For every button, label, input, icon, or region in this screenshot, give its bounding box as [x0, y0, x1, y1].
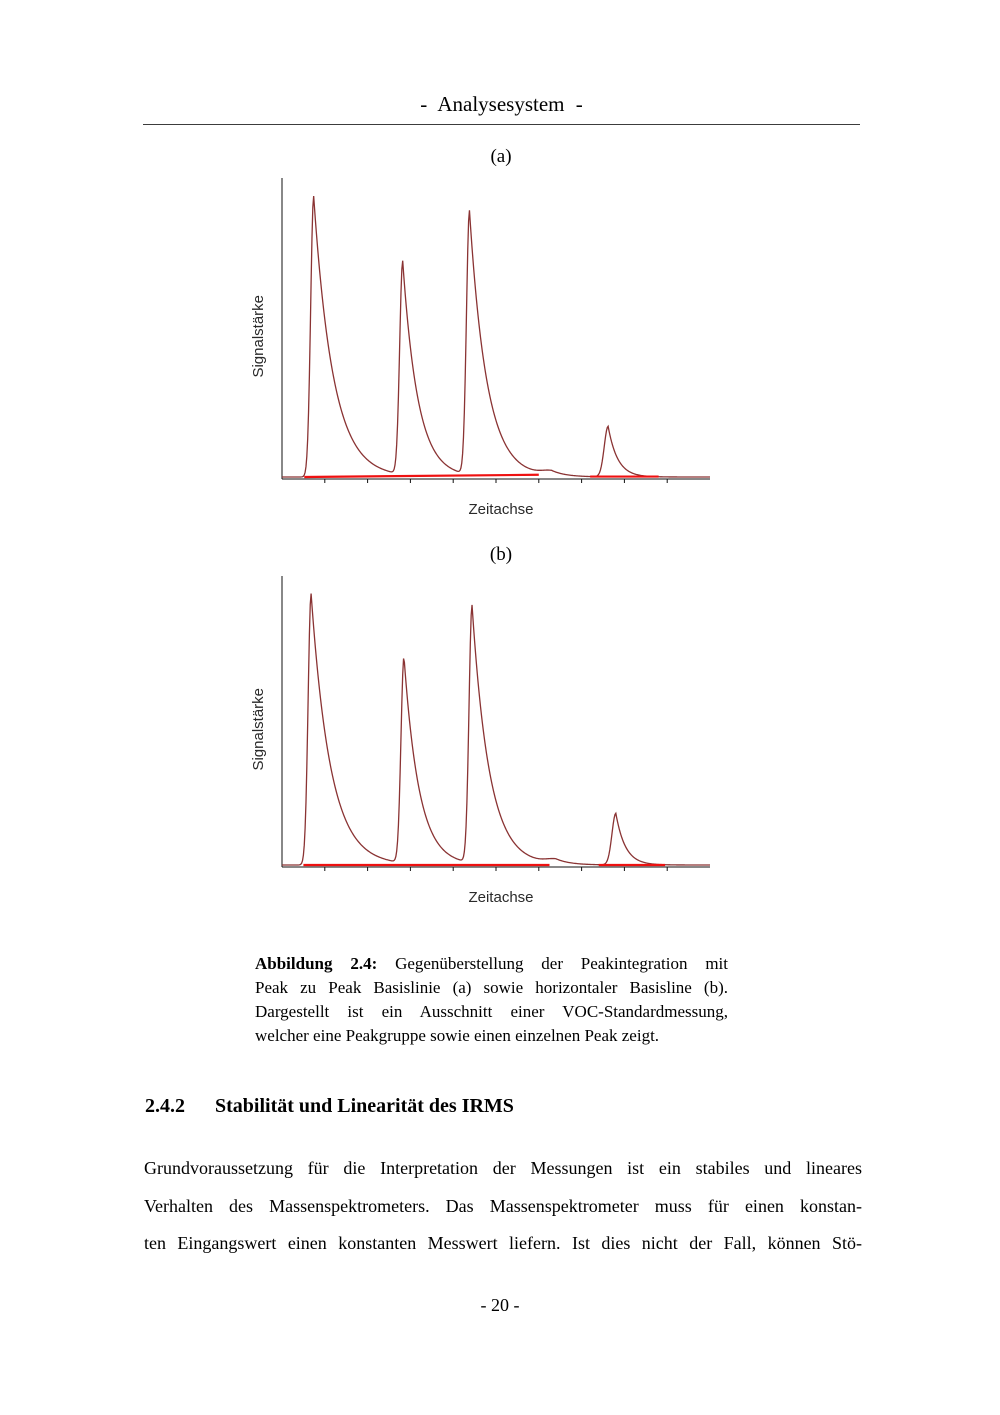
- x-axis-label-a: Zeitachse: [468, 501, 534, 518]
- page-number: - 20 -: [480, 1295, 520, 1315]
- caption-line: Peak zu Peak Basislinie (a) sowie horizontaler Basisline (b).: [255, 978, 728, 997]
- caption-label: Abbildung 2.4:: [255, 954, 378, 973]
- figure-caption: [255, 952, 728, 1048]
- body-line: ten Eingangswert einen konstanten Messwert liefern. Ist dies nicht der Fall, können Stö-: [144, 1233, 862, 1253]
- x-axis-label-b: Zeitachse: [468, 889, 534, 906]
- caption-line: Dargestellt ist ein Ausschnitt einer VOC-Standardmessung,: [255, 1002, 728, 1021]
- figure-2-4: [250, 146, 730, 906]
- section-heading: [145, 1095, 514, 1118]
- section-title: Stabilität und Linearität des IRMS: [215, 1095, 514, 1117]
- body-paragraph: [144, 1150, 862, 1263]
- caption-text: Gegenüberstellung der Peakintegration mit: [395, 954, 728, 973]
- section-number: 2.4.2: [145, 1095, 185, 1117]
- chromatogram-chart-a: [272, 174, 722, 499]
- y-axis-label-b: Signalstärke: [250, 688, 267, 771]
- y-axis-label-a: Signalstärke: [250, 295, 267, 378]
- panel-label-a: (a): [490, 146, 512, 167]
- body-line: Verhalten des Massenspektrometers. Das Massenspektrometer muss für einen konstan-: [144, 1195, 862, 1216]
- caption-line: [255, 952, 728, 976]
- panel-label-b: (b): [489, 544, 513, 565]
- chromatogram-chart-b: [272, 572, 722, 887]
- chart-a-row: [250, 174, 730, 499]
- caption-line: welcher eine Peakgruppe sowie einen einzelnen Peak zeigt.: [255, 1026, 660, 1045]
- page-header-title: - Analysesystem -: [143, 92, 860, 125]
- chart-b-row: [250, 572, 730, 887]
- body-line: Grundvoraussetzung für die Interpretation der Messungen ist ein stabiles und lineares: [144, 1158, 862, 1178]
